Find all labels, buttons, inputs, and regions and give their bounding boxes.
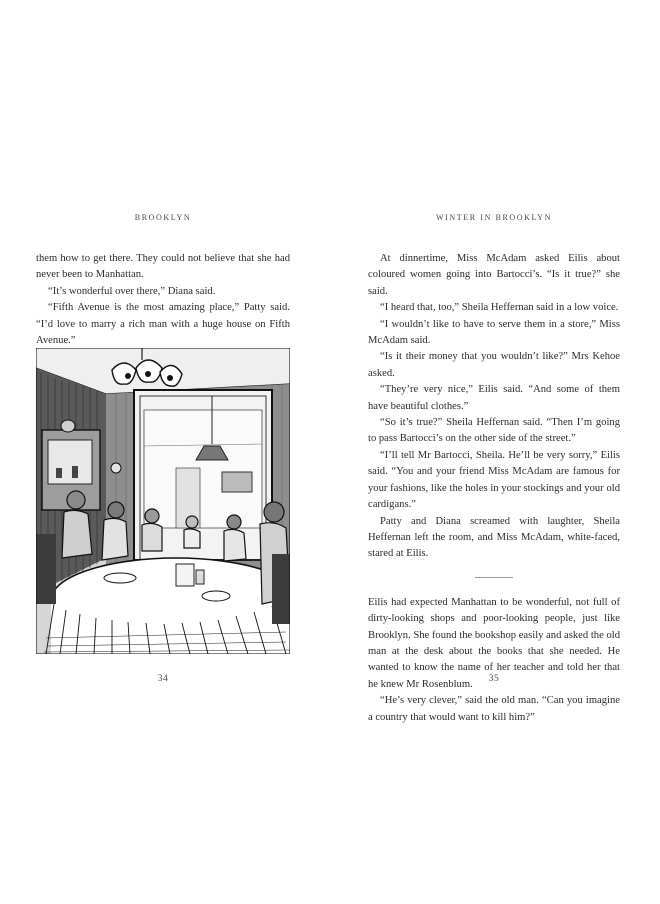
paragraph: “It’s wonderful over there,” Diana said. <box>48 285 216 297</box>
paragraph: “I wouldn’t like to have to serve them in a store,” Miss McAdam said. <box>368 318 620 347</box>
right-page-text <box>368 251 620 726</box>
running-head-left: BROOKLYN <box>134 213 192 222</box>
paragraph: “I heard that, too,” Sheila Heffernan said in a low voice. <box>380 302 619 314</box>
section-break-rule <box>475 577 513 578</box>
page-number-left: 34 <box>157 674 169 684</box>
paragraph: At dinnertime, Miss McAdam asked Eilis about coloured women going into Bartocci’s. “Is it true?” she said. <box>368 253 620 297</box>
paragraph: “Is it their money that you wouldn’t like?” Mrs Kehoe asked. <box>368 351 620 379</box>
paragraph: “They’re very nice,” Eilis said. “And some of them have beautiful clothes.” <box>368 384 620 412</box>
left-page-text <box>36 251 290 349</box>
paragraph: “Fifth Avenue is the most amazing place,” Patty said. “I’d love to marry a rich man with a huge house on Fifth Avenue.” <box>36 302 290 347</box>
paragraph: them how to get there. They could not believe that she had never been to Manhattan. <box>36 253 290 281</box>
page-number-right: 35 <box>488 674 500 684</box>
paragraph: Patty and Diana screamed with laughter, Sheila Heffernan left the room, and Miss McAdam, white-faced, stared at Eilis. <box>368 515 620 560</box>
paragraph: Eilis had expected Manhattan to be wonderful, not full of dirty-looking shops and poor-looking people, just like Brooklyn. She found the bookshop easily and asked the old man at the desk about the books that she needed. He wanted to know the name of her teacher and told her that he knew Mr Rosenblum. <box>368 596 620 690</box>
right-page <box>330 0 660 904</box>
paragraph: “He’s very clever,” said the old man. “Can you imagine a country that would want to kill him?” <box>368 695 620 723</box>
dinner-table-illustration <box>36 348 290 654</box>
paragraph: “So it’s true?” Sheila Heffernan said. “Then I’m going to pass Bartocci’s on the other side of the street.” <box>368 417 620 445</box>
running-head-right: WINTER IN BROOKLYN <box>436 213 552 222</box>
paragraph: “I’ll tell Mr Bartocci, Sheila. He’ll be very sorry,” Eilis said. “You and your friend Miss McAdam are famous for your fashions, like the holes in your stockings and your old cardigans.” <box>368 449 620 511</box>
